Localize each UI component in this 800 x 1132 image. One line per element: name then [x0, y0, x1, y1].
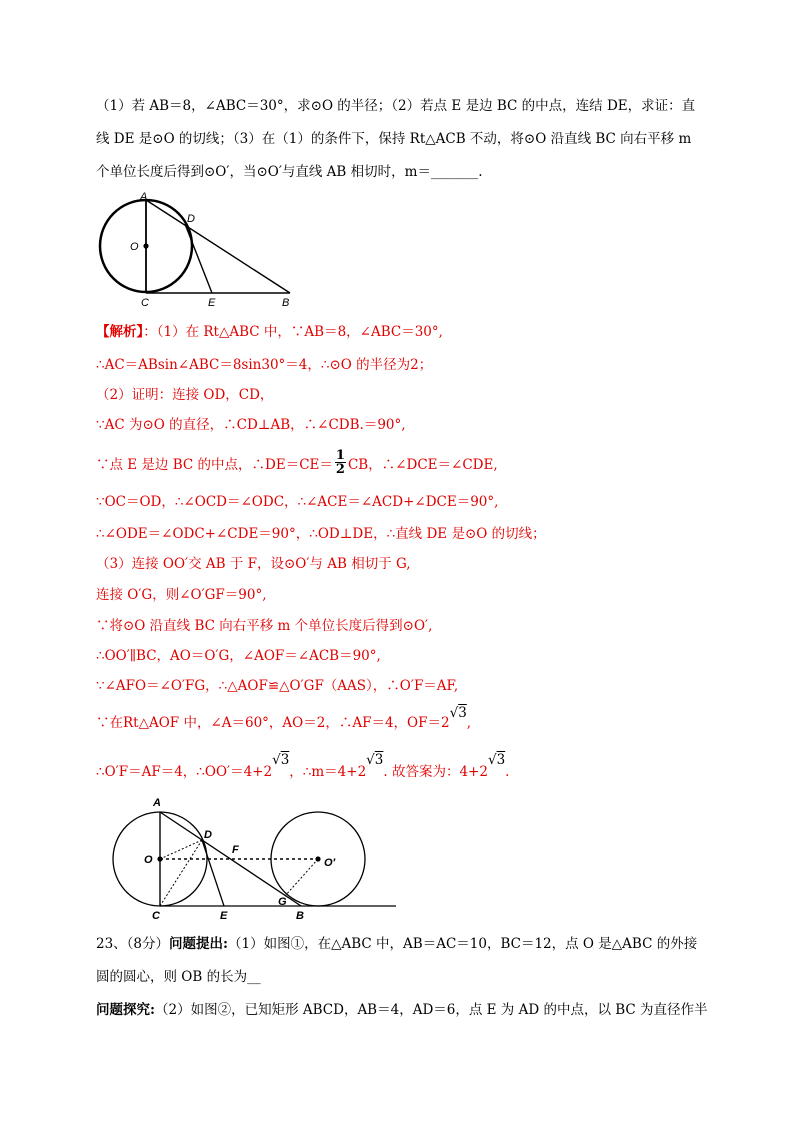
- sqrt3-b: √3: [272, 752, 290, 768]
- label-o: O: [144, 854, 153, 866]
- label-o: O: [130, 241, 139, 253]
- sqrt3-d: √3: [487, 752, 506, 768]
- solution-line-14b: ，∴m＝4+2: [289, 764, 367, 780]
- q23-line-1: [96, 934, 697, 954]
- solution-line-6: ∵OC＝OD，∴∠OCD＝∠ODC，∴∠ACE＝∠ACD+∠DCE＝90°,: [96, 494, 499, 510]
- fraction-half: [335, 449, 346, 476]
- figure-1: [96, 190, 306, 310]
- q23-line-3: [96, 1000, 708, 1020]
- center-o-dot: [157, 856, 162, 861]
- center-o-dot: [143, 243, 148, 248]
- center-o-prime-dot: [315, 856, 320, 861]
- solution-line-3: （2）证明：连接 OD，CD，: [96, 387, 274, 403]
- solution-line-12: ∵∠AFO＝∠O′FG，∴△AOF≌△O′GF（AAS），∴O′F＝AF,: [96, 678, 459, 694]
- segment-cd: [160, 840, 202, 906]
- solution-line-5: [96, 448, 498, 479]
- label-a: A: [153, 797, 161, 809]
- problem-line-2: 线 DE 是⊙O 的切线；（3）在（1）的条件下，保持 Rt△ACB 不动，将⊙O 沿直线 BC 向右平移 m: [96, 131, 692, 147]
- solution-line-5a: ∵点 E 是边 BC 的中点，∴DE＝CE＝: [96, 457, 333, 473]
- solution-line-1: [96, 322, 443, 342]
- solution-line-10: ∵将⊙O 沿直线 BC 向右平移 m 个单位长度后得到⊙O′,: [96, 618, 433, 634]
- segment-o-prime-g: [285, 859, 318, 896]
- solution-line-13b: ,: [466, 715, 472, 731]
- analysis-heading: 【解析】: [96, 324, 144, 340]
- solution-line-8: （3）连接 OO′交 AB 于 F，设⊙O′与 AB 相切于 G,: [96, 556, 411, 572]
- solution-line-14a: ∴O′F＝AF＝4，∴OO′＝4+2: [96, 764, 273, 780]
- label-e: E: [208, 297, 216, 309]
- solution-line-13: [96, 705, 472, 733]
- segment-ab: [146, 200, 290, 293]
- solution-line-14: [96, 752, 510, 782]
- label-f: F: [232, 844, 239, 856]
- q23-heading-2: 问题探究:: [96, 1002, 155, 1018]
- problem-line-3: 个单位长度后得到⊙O′，当⊙O′与直线 AB 相切时，m＝_______.: [96, 164, 483, 180]
- q23-line-3-text: （2）如图②，已知矩形 ABCD，AB＝4，AD＝6，点 E 为 AD 的中点，以 BC 为直径作半: [154, 1002, 708, 1018]
- solution-line-4: ∵AC 为⊙O 的直径，∴CD⊥AB，∴∠CDB.＝90°,: [96, 417, 406, 433]
- fraction-denominator: 2: [335, 462, 345, 477]
- fraction-numerator: 1: [335, 448, 345, 463]
- segment-ab: [160, 812, 301, 906]
- solution-line-13a: ∵在Rt△AOF 中，∠A＝60°，AO＝2，∴AF＝4，OF＝2: [96, 715, 450, 731]
- solution-line-2: ∴AC＝ABsin∠ABC＝8sin30°＝4，∴⊙O 的半径为2；: [96, 357, 433, 373]
- label-g: G: [278, 896, 287, 908]
- solution-line-7: ∴∠ODE＝∠ODC+∠CDE＝90°，∴OD⊥DE，∴直线 DE 是⊙O 的切线；: [96, 526, 546, 542]
- label-b: B: [282, 297, 290, 309]
- label-e: E: [220, 910, 228, 922]
- label-d: D: [204, 829, 212, 841]
- solution-line-14c: . 故答案为：4+2: [383, 764, 488, 780]
- label-c: C: [141, 297, 149, 309]
- label-b: B: [296, 910, 304, 922]
- figure-2: [108, 792, 408, 922]
- label-d: D: [187, 213, 195, 225]
- label-c: C: [152, 910, 160, 922]
- label-o-prime: O′: [324, 857, 336, 869]
- sqrt3-a: √3: [449, 705, 467, 721]
- q23-heading-1: 问题提出:: [169, 936, 229, 952]
- label-a: A: [140, 191, 148, 203]
- segment-od: [160, 840, 202, 859]
- q23-line-2: 圆的圆心，则 OB 的长为__: [96, 969, 261, 985]
- sqrt3-c: √3: [366, 752, 384, 768]
- solution-line-11: ∴OO′∥BC，AO＝O′G，∠AOF＝∠ACB＝90°,: [96, 648, 381, 664]
- q23-number: 23、（8分）: [96, 936, 170, 952]
- q23-line-1-text: （1）如图①，在△ABC 中，AB＝AC＝10，BC＝12，点 O 是△ABC 的外接: [228, 936, 698, 952]
- solution-line-1-text: ：（1）在 Rt△ABC 中，∵AB＝8，∠ABC＝30°,: [143, 324, 443, 340]
- solution-line-9: 连接 O′G，则∠O′GF＝90°,: [96, 587, 267, 603]
- problem-line-1: （1）若 AB＝8，∠ABC＝30°，求⊙O 的半径；（2）若点 E 是边 BC 的中点，连结 DE，求证：直: [96, 98, 696, 114]
- solution-line-5b: CB，∴∠DCE＝∠CDE,: [347, 457, 498, 473]
- solution-line-14d: .: [505, 764, 510, 780]
